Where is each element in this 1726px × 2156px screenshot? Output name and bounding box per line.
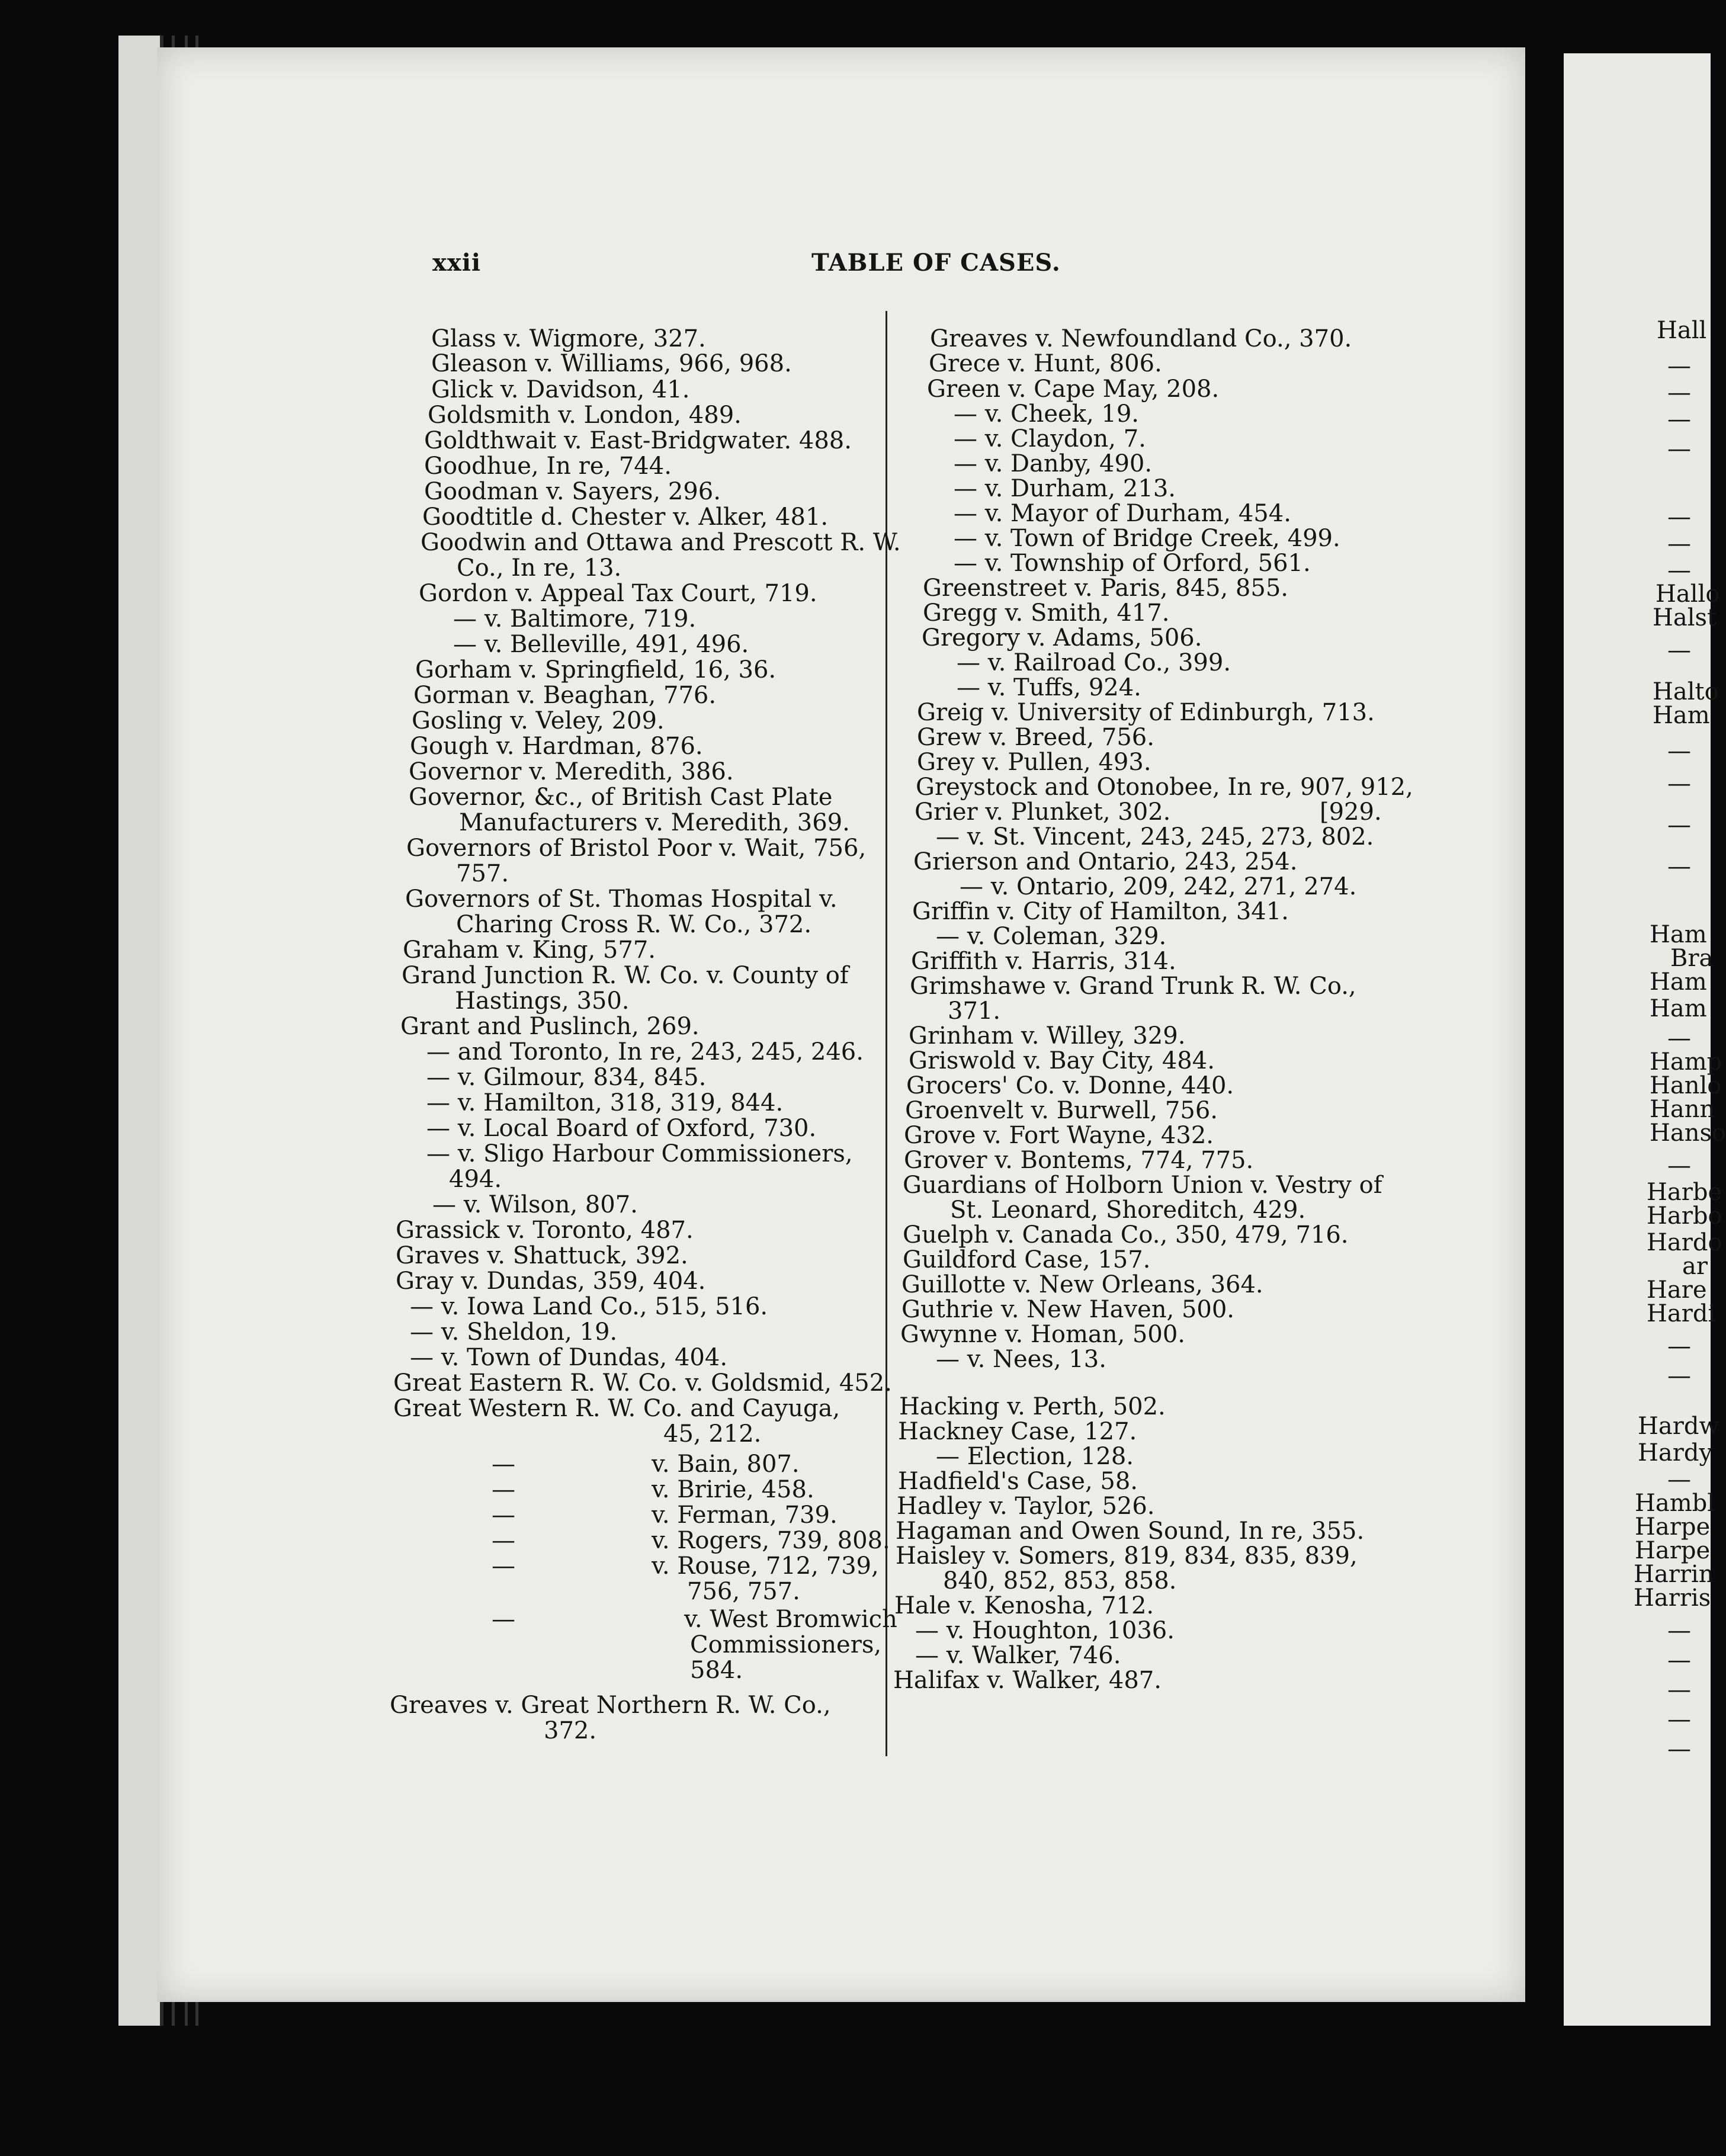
- case-entry: Grey v. Pullen, 493.: [917, 749, 1151, 776]
- case-entry: Charing Cross R. W. Co., 372.: [456, 911, 812, 938]
- facing-page-fragment: Ham: [1653, 702, 1710, 729]
- case-entry: Hacking v. Perth, 502.: [899, 1393, 1166, 1420]
- facing-page-fragment: Ham: [1650, 995, 1707, 1022]
- case-entry: 584.: [690, 1657, 743, 1684]
- case-entry: Grocers' Co. v. Donne, 440.: [906, 1072, 1234, 1099]
- case-entry: Grassick v. Toronto, 487.: [396, 1217, 694, 1244]
- facing-page-fragment: —: [1667, 530, 1691, 557]
- case-entry: —: [492, 1502, 515, 1529]
- case-entry: Gwynne v. Homan, 500.: [900, 1321, 1185, 1348]
- case-entry: Goldsmith v. London, 489.: [428, 402, 742, 429]
- case-entry: — v. St. Vincent, 243, 245, 273, 802.: [936, 823, 1374, 851]
- facing-page-fragment: —: [1667, 435, 1691, 463]
- facing-page-fragment: —: [1667, 1152, 1691, 1179]
- case-entry: Governors of St. Thomas Hospital v.: [405, 886, 838, 913]
- facing-page-fragment: Halst: [1653, 604, 1717, 631]
- case-entry: 45, 212.: [663, 1420, 762, 1448]
- case-entry: — v. Coleman, 329.: [936, 923, 1167, 950]
- facing-page-fragment: —: [1667, 1706, 1691, 1733]
- case-entry: — v. Cheek, 19.: [954, 400, 1139, 428]
- case-entry: Grimshawe v. Grand Trunk R. W. Co.,: [910, 973, 1356, 1000]
- facing-page-fragment: —: [1667, 1466, 1691, 1493]
- case-entry: Guthrie v. New Haven, 500.: [902, 1296, 1235, 1323]
- facing-page-fragment: Harpe: [1635, 1513, 1711, 1541]
- case-entry: Manufacturers v. Meredith, 369.: [459, 809, 850, 836]
- case-entry: 494.: [449, 1166, 502, 1193]
- case-entry: — v. Township of Orford, 561.: [954, 550, 1311, 577]
- case-entry: Groenvelt v. Burwell, 756.: [905, 1097, 1218, 1124]
- case-entry: Greig v. University of Edinburgh, 713.: [917, 699, 1375, 726]
- case-entry: — v. Tuffs, 924.: [957, 674, 1141, 701]
- case-entry: — v. Sheldon, 19.: [410, 1318, 618, 1346]
- facing-page-fragment: Harbo: [1647, 1202, 1722, 1230]
- case-entry: 756, 757.: [687, 1578, 800, 1605]
- facing-page-fragment: —: [1667, 1647, 1691, 1674]
- case-entry: — v. Durham, 213.: [954, 475, 1176, 502]
- case-entry: Griswold v. Bay City, 484.: [909, 1047, 1215, 1074]
- case-entry: Graham v. King, 577.: [403, 936, 656, 964]
- case-entry: 371.: [948, 997, 1001, 1025]
- case-entry: Commissioners,: [690, 1631, 882, 1658]
- facing-page-fragment: —: [1667, 1617, 1691, 1644]
- case-entry: — v. Local Board of Oxford, 730.: [426, 1115, 817, 1142]
- case-entry: —: [492, 1606, 515, 1633]
- facing-page-fragment: Harris: [1634, 1584, 1711, 1612]
- facing-page-fragment: —: [1667, 853, 1691, 880]
- facing-page-fragment: Hanlo: [1650, 1072, 1722, 1099]
- case-entry: Halifax v. Walker, 487.: [893, 1667, 1162, 1694]
- case-entry: — Election, 128.: [936, 1443, 1134, 1470]
- facing-page-fragment: Hall: [1657, 317, 1707, 344]
- case-entry: Grove v. Fort Wayne, 432.: [904, 1122, 1214, 1149]
- case-entry: — v. Wilson, 807.: [432, 1191, 638, 1218]
- case-entry: 757.: [456, 860, 509, 887]
- case-entry: Grand Junction R. W. Co. v. County of: [402, 962, 849, 989]
- facing-page-fragment: —: [1667, 1333, 1691, 1360]
- case-entry: Goodtitle d. Chester v. Alker, 481.: [422, 503, 829, 531]
- facing-page-fragment: Harrin: [1634, 1561, 1714, 1588]
- facing-page-fragment: —: [1667, 379, 1691, 406]
- case-entry: — v. Gilmour, 834, 845.: [426, 1064, 707, 1091]
- case-entry: Hackney Case, 127.: [898, 1418, 1137, 1445]
- facing-page-fragment: —: [1667, 1676, 1691, 1703]
- case-entry: Grinham v. Willey, 329.: [909, 1022, 1186, 1050]
- case-entry: Great Eastern R. W. Co. v. Goldsmid, 452.: [393, 1369, 892, 1397]
- case-entry: — v. Claydon, 7.: [954, 425, 1146, 453]
- case-entry: — v. Iowa Land Co., 515, 516.: [410, 1293, 768, 1320]
- facing-page-fragment: Hann: [1650, 1096, 1715, 1123]
- case-entry: —: [492, 1527, 515, 1554]
- facing-page-fragment: Hanso: [1650, 1119, 1726, 1147]
- case-entry: Goodwin and Ottawa and Prescott R. W.: [421, 529, 901, 556]
- case-entry: Hadley v. Taylor, 526.: [897, 1493, 1155, 1520]
- case-entry: Great Western R. W. Co. and Cayuga,: [393, 1395, 840, 1422]
- case-entry: Gordon v. Appeal Tax Court, 719.: [419, 580, 817, 607]
- case-entry: Gosling v. Veley, 209.: [412, 707, 665, 734]
- facing-page-fragment: ar: [1682, 1253, 1708, 1280]
- case-entry: Grover v. Bontems, 774, 775.: [904, 1147, 1254, 1174]
- case-entry: — v. Mayor of Durham, 454.: [954, 500, 1291, 527]
- case-entry: Gleason v. Williams, 966, 968.: [431, 350, 792, 377]
- facing-page-fragment: —: [1667, 1025, 1691, 1052]
- facing-page-fragment: Hardy: [1638, 1439, 1713, 1467]
- case-entry: Haisley v. Somers, 819, 834, 835, 839,: [896, 1542, 1358, 1570]
- facing-page-fragment: —: [1667, 557, 1691, 584]
- case-entry: Graves v. Shattuck, 392.: [396, 1242, 688, 1269]
- facing-page-fragment: Hare: [1647, 1276, 1707, 1304]
- case-entry: Governor, &c., of British Cast Plate: [409, 784, 833, 811]
- facing-page-fragment: Hamp: [1650, 1048, 1722, 1076]
- case-entry: Guardians of Holborn Union v. Vestry of: [903, 1172, 1382, 1199]
- case-entry: Gough v. Hardman, 876.: [410, 733, 703, 760]
- facing-page-fragment: —: [1667, 406, 1691, 433]
- case-entry: —: [492, 1451, 515, 1478]
- case-entry: v. West Bromwich: [684, 1606, 897, 1633]
- case-entry: Guillotte v. New Orleans, 364.: [902, 1271, 1263, 1298]
- case-entry: Grew v. Breed, 756.: [917, 724, 1154, 751]
- facing-page-fragment: Harbe: [1647, 1179, 1722, 1206]
- case-entry: Greaves v. Great Northern R. W. Co.,: [390, 1692, 831, 1719]
- facing-page-fragment: Hardo: [1647, 1229, 1722, 1256]
- case-entry: v. Bririe, 458.: [652, 1476, 814, 1503]
- case-entry: Governor v. Meredith, 386.: [409, 758, 734, 785]
- case-entry: — v. Railroad Co., 399.: [957, 649, 1231, 676]
- facing-page-fragment: Hambl: [1635, 1490, 1715, 1517]
- case-entry: Greystock and Otonobee, In re, 907, 912,: [916, 774, 1413, 801]
- case-entry: Grece v. Hunt, 806.: [929, 350, 1162, 377]
- case-entry: Gorham v. Springfield, 16, 36.: [415, 656, 777, 684]
- facing-page-fragment: —: [1667, 1362, 1691, 1390]
- case-entry: —: [492, 1552, 515, 1580]
- case-entry: — v. Houghton, 1036.: [915, 1617, 1175, 1644]
- facing-page-fragment: —: [1667, 352, 1691, 380]
- case-entry: Goodman v. Sayers, 296.: [424, 478, 721, 505]
- case-entry: Greenstreet v. Paris, 845, 855.: [923, 575, 1288, 602]
- case-entry: — v. Town of Dundas, 404.: [410, 1344, 728, 1371]
- facing-page-fragment: —: [1667, 737, 1691, 765]
- page-number: xxii: [432, 249, 482, 277]
- running-head: TABLE OF CASES.: [811, 249, 1061, 277]
- facing-page-fragment: Harpe: [1635, 1537, 1711, 1564]
- facing-page-fragment: —: [1667, 811, 1691, 839]
- case-entry: — v. Sligo Harbour Commissioners,: [426, 1140, 853, 1167]
- facing-page-fragment: Ham: [1650, 968, 1707, 996]
- case-entry: Grant and Puslinch, 269.: [400, 1013, 700, 1040]
- case-entry: Greaves v. Newfoundland Co., 370.: [930, 325, 1352, 352]
- facing-page-fragment: Ham: [1650, 921, 1707, 948]
- case-entry: Gorman v. Beaghan, 776.: [413, 682, 717, 709]
- case-entry: Glick v. Davidson, 41.: [431, 376, 690, 403]
- case-entry: [929.: [1320, 798, 1382, 826]
- case-entry: Governors of Bristol Poor v. Wait, 756,: [406, 835, 867, 862]
- case-entry: v. Bain, 807.: [652, 1451, 800, 1478]
- facing-page-fragment: Bra: [1670, 945, 1714, 972]
- case-entry: — v. Ontario, 209, 242, 271, 274.: [960, 873, 1357, 900]
- case-entry: 840, 852, 853, 858.: [943, 1567, 1177, 1594]
- case-entry: v. Rouse, 712, 739,: [652, 1552, 879, 1580]
- facing-page-fragment: —: [1667, 1735, 1691, 1763]
- case-entry: Hagaman and Owen Sound, In re, 355.: [896, 1517, 1365, 1545]
- facing-page-fragment: —: [1667, 770, 1691, 797]
- case-entry: Guelph v. Canada Co., 350, 479, 716.: [903, 1221, 1349, 1249]
- case-entry: Guildford Case, 157.: [903, 1246, 1151, 1273]
- case-entry: Grier v. Plunket, 302.: [915, 798, 1171, 826]
- facing-page-fragment: Halto: [1653, 678, 1719, 705]
- facing-page-fragment: Hardi: [1647, 1300, 1716, 1327]
- case-entry: Hale v. Kenosha, 712.: [894, 1592, 1154, 1619]
- case-entry: — v. Nees, 13.: [936, 1346, 1106, 1373]
- case-entry: — v. Town of Bridge Creek, 499.: [954, 525, 1340, 552]
- facing-page-fragment: —: [1667, 503, 1691, 531]
- case-entry: Gray v. Dundas, 359, 404.: [396, 1268, 706, 1295]
- case-entry: Goodhue, In re, 744.: [424, 453, 672, 480]
- case-entry: — v. Belleville, 491, 496.: [453, 631, 749, 658]
- case-entry: — v. Walker, 746.: [915, 1642, 1121, 1669]
- facing-page-fragment: Hardw: [1638, 1413, 1719, 1440]
- case-entry: Gregg v. Smith, 417.: [923, 599, 1170, 627]
- facing-page-fragment: Hallo: [1656, 580, 1720, 608]
- case-entry: Hadfield's Case, 58.: [898, 1468, 1138, 1495]
- case-entry: St. Leonard, Shoreditch, 429.: [950, 1196, 1306, 1224]
- case-entry: v. Ferman, 739.: [652, 1502, 838, 1529]
- case-entry: Goldthwait v. East-Bridgwater. 488.: [424, 427, 852, 454]
- case-entry: Grierson and Ontario, 243, 254.: [913, 848, 1298, 875]
- case-entry: 372.: [544, 1717, 597, 1744]
- case-entry: Hastings, 350.: [455, 987, 630, 1015]
- case-entry: — and Toronto, In re, 243, 245, 246.: [426, 1038, 864, 1066]
- case-entry: —: [492, 1476, 515, 1503]
- case-entry: Gregory v. Adams, 506.: [922, 624, 1202, 652]
- case-entry: Griffith v. Harris, 314.: [911, 948, 1176, 975]
- case-entry: Griffin v. City of Hamilton, 341.: [912, 898, 1289, 925]
- case-entry: — v. Baltimore, 719.: [453, 605, 697, 633]
- case-entry: — v. Danby, 490.: [954, 450, 1153, 477]
- facing-page-fragment: —: [1667, 637, 1691, 664]
- case-entry: Green v. Cape May, 208.: [927, 376, 1220, 403]
- case-entry: v. Rogers, 739, 808.: [652, 1527, 890, 1554]
- case-entry: Glass v. Wigmore, 327.: [431, 325, 706, 352]
- case-entry: — v. Hamilton, 318, 319, 844.: [426, 1089, 784, 1116]
- case-entry: Co., In re, 13.: [457, 554, 622, 582]
